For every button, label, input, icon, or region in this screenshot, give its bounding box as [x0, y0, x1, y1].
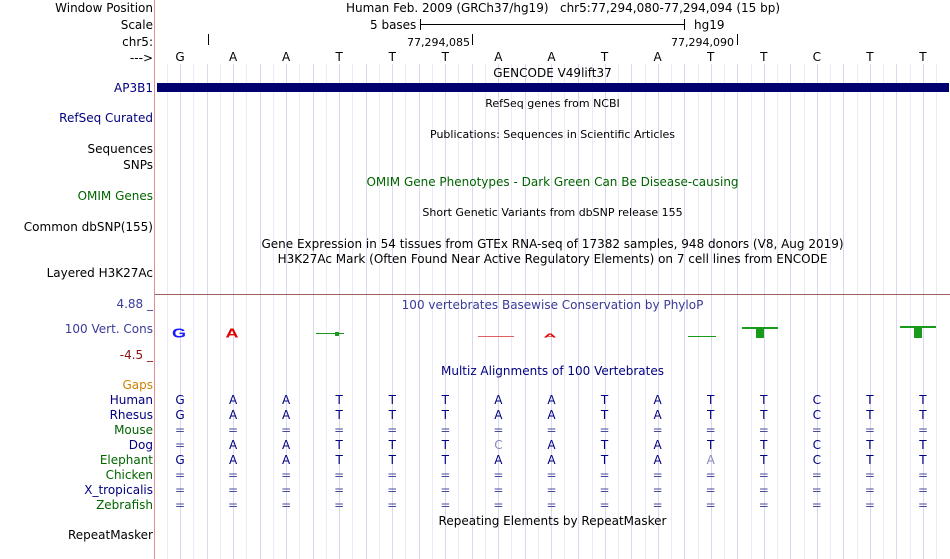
alignment-base: =	[440, 483, 451, 497]
alignment-base: =	[652, 498, 663, 512]
alignment-base: =	[493, 423, 504, 437]
coord-label-1: 77,294,085	[407, 36, 470, 49]
sequence-base: T	[760, 50, 768, 64]
coord-tick-2	[737, 34, 738, 45]
alignment-base: =	[546, 483, 557, 497]
scale-text: 5 bases	[370, 18, 417, 32]
alignment-base: G	[175, 408, 185, 422]
phylop-min-label: -4.5 _	[119, 348, 153, 362]
alignment-base: =	[811, 498, 822, 512]
coord-label-2: 77,294,090	[671, 36, 734, 49]
refseq-label[interactable]: RefSeq Curated	[59, 111, 153, 125]
alignment-base: A	[547, 393, 556, 407]
alignment-base: =	[174, 423, 186, 437]
phylop-max-label: 4.88 _	[116, 297, 153, 311]
phylop-label[interactable]: 100 Vert. Cons	[64, 322, 153, 336]
gaps-label[interactable]: Gaps	[122, 378, 153, 392]
phylop-logo-a2: A	[543, 332, 557, 339]
assembly-name: Human Feb. 2009 (GRCh37/hg19)	[346, 1, 549, 15]
scale-bar-left-tick	[420, 19, 421, 30]
omim-label[interactable]: OMIM Genes	[77, 189, 153, 203]
alignment-base: =	[546, 498, 557, 512]
alignment-base: T	[335, 408, 343, 422]
alignment-base: =	[493, 468, 504, 482]
alignment-base: =	[864, 483, 875, 497]
alignment-base: T	[760, 438, 768, 452]
phylop-logo-g: G	[172, 326, 186, 341]
species-label-rhesus[interactable]: Rhesus	[109, 408, 153, 422]
alignment-base: A	[228, 393, 238, 407]
alignment-base: G	[175, 393, 185, 407]
alignment-base: =	[281, 498, 292, 512]
alignment-base: G	[175, 453, 185, 467]
db-label: hg19	[694, 18, 725, 32]
phylop-track-title: 100 vertebrates Basewise Conservation by PhyloP	[401, 298, 704, 312]
alignment-base: C	[812, 453, 822, 467]
alignment-base: =	[652, 483, 663, 497]
species-label-x_tropicalis[interactable]: X_tropicalis	[84, 483, 153, 497]
alignment-base: =	[917, 423, 928, 437]
alignment-base: =	[387, 423, 398, 437]
strand-arrow-label[interactable]: --->	[129, 51, 153, 65]
alignment-base: =	[652, 468, 663, 482]
alignment-base: T	[600, 408, 609, 422]
alignment-base: T	[388, 393, 396, 407]
alignment-base: T	[919, 408, 927, 422]
alignment-base: =	[758, 498, 769, 512]
assembly-title	[346, 1, 780, 15]
alignment-base: =	[334, 423, 345, 437]
species-label-human[interactable]: Human	[109, 393, 153, 407]
species-label-zebrafish[interactable]: Zebrafish	[96, 498, 153, 512]
sequence-base: T	[388, 50, 396, 64]
alignment-base: =	[228, 423, 239, 437]
alignment-base: =	[440, 498, 451, 512]
alignment-base: T	[866, 408, 874, 422]
alignment-base: A	[282, 393, 291, 407]
alignment-base: =	[334, 468, 345, 482]
phylop-logo-a: A	[225, 326, 239, 341]
gene-label-ap3b1[interactable]: AP3B1	[114, 81, 153, 95]
alignment-base: T	[707, 393, 715, 407]
alignment-base: =	[228, 498, 239, 512]
alignment-base: T	[335, 453, 343, 467]
alignment-base: A	[494, 453, 503, 467]
alignment-base: =	[652, 423, 663, 437]
phylop-t-stem-1	[756, 328, 764, 338]
alignment-base: =	[705, 423, 716, 437]
alignment-base: T	[441, 408, 450, 422]
sequence-base: T	[600, 50, 609, 64]
alignment-base: =	[334, 498, 345, 512]
alignment-base: =	[811, 468, 822, 482]
alignment-base: T	[600, 453, 609, 467]
alignment-base: =	[174, 483, 186, 497]
alignment-base: T	[866, 393, 874, 407]
h3k27ac-track-title: H3K27Ac Mark (Often Found Near Active Regulatory Elements) on 7 cell lines from ENCODE	[277, 252, 828, 266]
alignment-base: =	[228, 468, 239, 482]
alignment-base: =	[599, 423, 610, 437]
alignment-base: =	[546, 468, 557, 482]
snps-label[interactable]: SNPs	[123, 158, 153, 172]
alignment-base: A	[547, 453, 556, 467]
label-divider	[154, 0, 155, 559]
alignment-base: =	[758, 423, 769, 437]
alignment-base: A	[282, 408, 291, 422]
alignment-base: =	[758, 468, 769, 482]
sequence-base: A	[494, 50, 503, 64]
alignment-base: =	[758, 483, 769, 497]
alignment-base: A	[653, 453, 662, 467]
alignment-base: =	[599, 468, 610, 482]
alignment-base: =	[864, 498, 875, 512]
publications-track-title: Publications: Sequences in Scientific Articles	[430, 128, 675, 141]
multiz-track-title: Multiz Alignments of 100 Vertebrates	[440, 364, 665, 378]
sequence-base: T	[707, 50, 715, 64]
alignment-base: A	[706, 453, 715, 467]
sequence-base: T	[335, 50, 343, 64]
scale-label[interactable]: Scale	[120, 18, 153, 32]
repeatmasker-track-title: Repeating Elements by RepeatMasker	[438, 514, 667, 528]
phylop-bar-2	[478, 336, 514, 337]
alignment-base: T	[441, 393, 450, 407]
phylop-bar-1b	[335, 332, 339, 336]
alignment-base: =	[387, 468, 398, 482]
alignment-base: C	[812, 438, 822, 452]
alignment-base: =	[864, 423, 875, 437]
alignment-base: =	[174, 438, 186, 452]
dbsnp-track-title: Short Genetic Variants from dbSNP release 155	[422, 206, 683, 219]
alignment-base: T	[760, 408, 768, 422]
sequence-base: A	[282, 50, 291, 64]
alignment-base: T	[707, 408, 715, 422]
alignment-base: T	[600, 393, 609, 407]
alignment-base: =	[811, 423, 822, 437]
alignment-base: T	[760, 393, 768, 407]
window-position-label[interactable]: Window Position	[55, 1, 153, 15]
phylop-bar-1	[316, 333, 344, 334]
alignment-base: T	[388, 438, 396, 452]
alignment-base: =	[174, 468, 186, 482]
sequence-base: G	[175, 50, 185, 64]
alignment-base: A	[653, 408, 662, 422]
sequence-base: T	[866, 50, 874, 64]
gencode-track-title: GENCODE V49lift37	[493, 66, 612, 80]
species-label-dog[interactable]: Dog	[128, 438, 153, 452]
phylop-t-stem-2	[914, 327, 922, 338]
alignment-base: =	[387, 483, 398, 497]
omim-track-title: OMIM Gene Phenotypes - Dark Green Can Be Disease-causing	[366, 175, 739, 189]
alignment-base: T	[919, 438, 927, 452]
alignment-base: =	[917, 498, 928, 512]
alignment-base: T	[866, 453, 874, 467]
alignment-base: T	[919, 453, 927, 467]
sequence-base: T	[441, 50, 450, 64]
sequence-base: A	[547, 50, 556, 64]
alignment-base: A	[547, 438, 556, 452]
alignment-base: =	[917, 483, 928, 497]
alignment-base: T	[335, 393, 343, 407]
alignment-base: =	[281, 468, 292, 482]
alignment-base: =	[864, 468, 875, 482]
alignment-base: =	[493, 483, 504, 497]
alignment-base: A	[653, 438, 662, 452]
sequence-base: A	[228, 50, 238, 64]
alignment-base: A	[228, 408, 238, 422]
phylop-bar-3	[688, 336, 716, 337]
alignment-base: T	[760, 453, 768, 467]
window-position-value: chr5:77,294,080-77,294,094 (15 bp)	[559, 1, 781, 15]
alignment-base: =	[546, 423, 557, 437]
alignment-base: =	[493, 498, 504, 512]
h3k27ac-label[interactable]: Layered H3K27Ac	[46, 266, 153, 280]
alignment-base: =	[281, 423, 292, 437]
alignment-base: T	[441, 438, 450, 452]
species-label-elephant[interactable]: Elephant	[99, 453, 153, 467]
alignment-base: =	[705, 483, 716, 497]
alignment-base: A	[282, 438, 291, 452]
phylop-conservation-graph[interactable]	[155, 322, 950, 342]
alignment-base: T	[600, 438, 609, 452]
alignment-base: =	[705, 498, 716, 512]
alignment-base: C	[494, 438, 503, 452]
sequence-base: A	[653, 50, 662, 64]
alignment-base: T	[866, 438, 874, 452]
species-label-mouse[interactable]: Mouse	[114, 423, 153, 437]
alignment-base: =	[811, 483, 822, 497]
scale-bar	[420, 24, 685, 25]
alignment-base: T	[335, 438, 343, 452]
gtex-track-title: Gene Expression in 54 tissues from GTEx RNA-seq of 17382 samples, 948 donors (V8, Aug 2019)	[261, 237, 844, 251]
repeatmasker-label[interactable]: RepeatMasker	[67, 528, 153, 542]
scale-bar-right-tick	[684, 19, 685, 30]
alignment-base: =	[917, 468, 928, 482]
alignment-base: A	[653, 393, 662, 407]
species-label-chicken[interactable]: Chicken	[105, 468, 153, 482]
alignment-base: A	[282, 453, 291, 467]
alignment-base: A	[494, 393, 503, 407]
coord-tick-1	[472, 34, 473, 45]
chrom-label[interactable]: chr5:	[122, 35, 153, 49]
alignment-base: =	[440, 423, 451, 437]
refseq-track-title: RefSeq genes from NCBI	[485, 97, 620, 110]
alignment-base: T	[388, 453, 396, 467]
alignment-base: C	[812, 408, 822, 422]
alignment-base: =	[281, 483, 292, 497]
alignment-base: T	[441, 453, 450, 467]
alignment-base: =	[599, 483, 610, 497]
alignment-base: =	[599, 498, 610, 512]
gene-bar-ap3b1[interactable]	[157, 83, 949, 92]
alignment-base: C	[812, 393, 822, 407]
alignment-base: =	[705, 468, 716, 482]
alignment-base: A	[228, 453, 238, 467]
coord-tick-start	[208, 34, 209, 45]
alignment-base: T	[919, 393, 927, 407]
alignment-base: T	[707, 438, 715, 452]
sequence-base: T	[919, 50, 927, 64]
track-separator	[155, 294, 950, 295]
dbsnp-label[interactable]: Common dbSNP(155)	[23, 220, 153, 234]
alignment-base: =	[387, 498, 398, 512]
alignment-base: A	[228, 438, 238, 452]
sequences-label[interactable]: Sequences	[87, 142, 153, 156]
alignment-base: A	[494, 408, 503, 422]
alignment-base: =	[228, 483, 239, 497]
alignment-base: T	[388, 408, 396, 422]
sequence-base: C	[812, 50, 822, 64]
alignment-base: A	[547, 408, 556, 422]
alignment-base: =	[174, 498, 186, 512]
alignment-base: =	[440, 468, 451, 482]
alignment-base: =	[334, 483, 345, 497]
